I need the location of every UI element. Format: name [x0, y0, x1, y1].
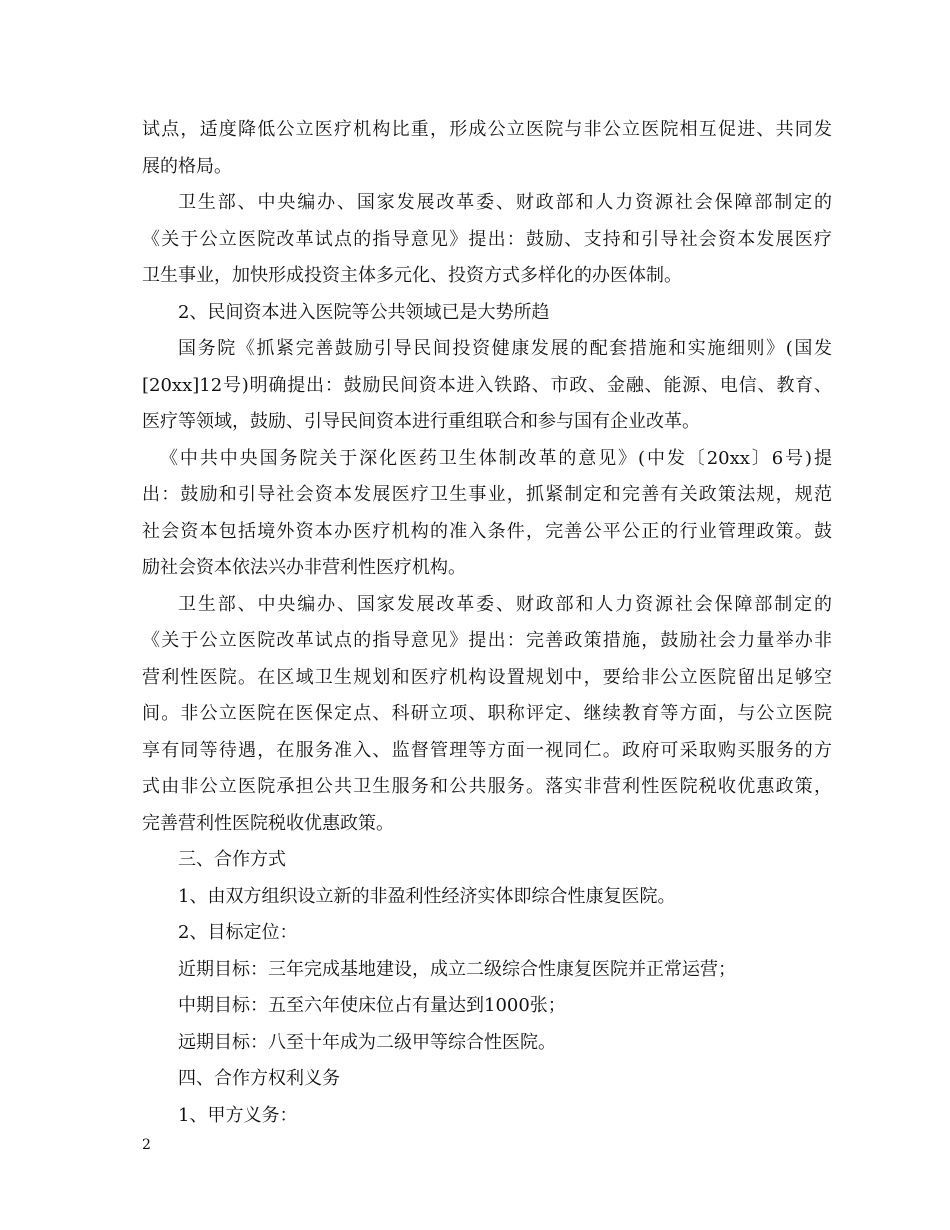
text-line: 出：鼓励和引导社会资本发展医疗卫生事业，抓紧制定和完善有关政策法规，规范 — [142, 484, 832, 505]
text-line: 《中共中央国务院关于深化医药卫生体制改革的意见》(中发〔20xx〕6号)提 — [160, 447, 832, 469]
text-line: 四、合作方权利义务 — [178, 1068, 340, 1089]
text-line: 2、目标定位： — [178, 922, 298, 943]
text-line: 社会资本包括境外资本办医疗机构的准入条件，完善公平公正的行业管理政策。鼓 — [142, 520, 832, 542]
text-line: 中期目标：五至六年使床位占有量达到1000张； — [178, 995, 566, 1016]
text-line: 间。非公立医院在医保定点、科研立项、职称评定、继续教育等方面，与公立医院 — [142, 703, 832, 724]
text-line: 卫生部、中央编办、国家发展改革委、财政部和人力资源社会保障部制定的 — [178, 192, 832, 213]
text-line: 享有同等待遇，在服务准入、监督管理等方面一视同仁。政府可采取购买服务的方 — [142, 739, 832, 761]
text-line: 三、合作方式 — [178, 849, 286, 870]
text-line: 展的格局。 — [142, 155, 232, 177]
text-line: 医疗等领域，鼓励、引导民间资本进行重组联合和参与国有企业改革。 — [142, 411, 700, 432]
text-line: 完善营利性医院税收优惠政策。 — [142, 812, 394, 834]
body-text — [142, 112, 832, 1134]
text-line: 《关于公立医院改革试点的指导意见》提出：鼓励、支持和引导社会资本发展医疗 — [142, 228, 832, 250]
text-line: 2、民间资本进入医院等公共领域已是大势所趋 — [178, 301, 550, 323]
text-line: 近期目标：三年完成基地建设，成立二级综合性康复医院并正常运营； — [178, 958, 736, 980]
text-line: 试点，适度降低公立医疗机构比重，形成公立医院与非公立医院相互促进、共同发 — [142, 119, 832, 140]
text-line: 卫生部、中央编办、国家发展改革委、财政部和人力资源社会保障部制定的 — [178, 593, 832, 615]
text-line: 卫生事业，加快形成投资主体多元化、投资方式多样化的办医体制。 — [142, 265, 682, 286]
text-line: 国务院《抓紧完善鼓励引导民间投资健康发展的配套措施和实施细则》(国发 — [178, 338, 832, 359]
text-line: [20xx]12号)明确提出：鼓励民间资本进入铁路、市政、金融、能源、电信、教育、 — [142, 374, 832, 396]
text-line: 1、甲方义务： — [178, 1104, 298, 1126]
text-line: 营利性医院。在区域卫生规划和医疗机构设置规划中，要给非公立医院留出足够空 — [142, 666, 832, 688]
text-line: 式由非公立医院承担公共卫生服务和公共服务。落实非营利性医院税收优惠政策， — [142, 776, 832, 797]
text-line: 远期目标：八至十年成为二级甲等综合性医院。 — [178, 1031, 556, 1053]
text-line: 1、由双方组织设立新的非盈利性经济实体即综合性康复医院。 — [178, 885, 676, 907]
text-line: 励社会资本依法兴办非营利性医疗机构。 — [142, 557, 466, 578]
text-line: 《关于公立医院改革试点的指导意见》提出：完善政策措施，鼓励社会力量举办非 — [142, 630, 832, 651]
page-number: 2 — [142, 1137, 151, 1153]
